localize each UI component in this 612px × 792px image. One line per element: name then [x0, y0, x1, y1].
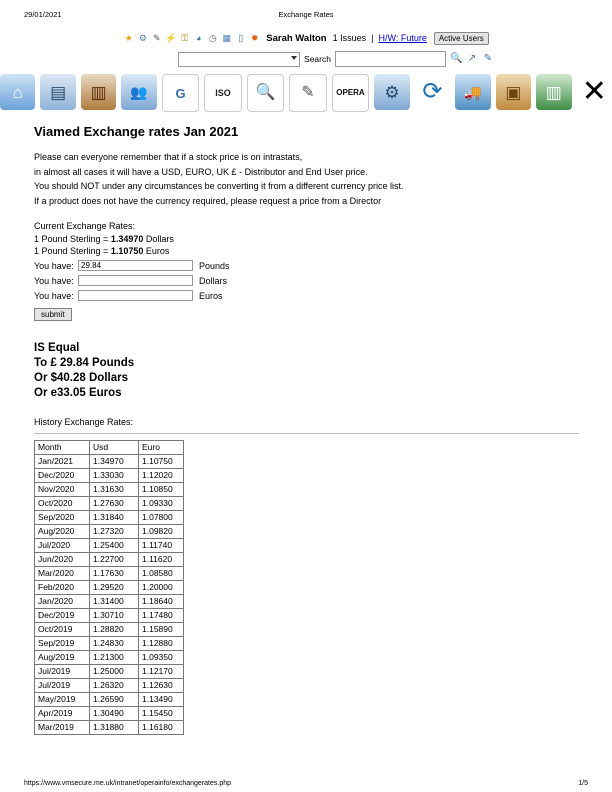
- cell-month: Dec/2020: [35, 468, 90, 482]
- cell-month: Mar/2019: [35, 720, 90, 734]
- cell-euro: 1.11740: [139, 538, 184, 552]
- separator: |: [371, 33, 374, 43]
- books-icon[interactable]: ▥: [536, 74, 571, 110]
- intro-line-2: in almost all cases it will have a USD, EURO, UK £ - Distributor and End User price.: [34, 166, 368, 177]
- cell-month: Sep/2019: [35, 636, 90, 650]
- search-label: Search: [304, 54, 331, 64]
- cell-euro: 1.09350: [139, 650, 184, 664]
- dollars-label: You have:: [34, 275, 74, 286]
- top-toolbar: [0, 30, 612, 46]
- home-icon[interactable]: ⌂: [0, 74, 35, 110]
- cell-usd: 1.25000: [90, 664, 139, 678]
- intro-line-4: If a product does not have the currency required, please request a price from a Director: [34, 195, 382, 206]
- cell-usd: 1.31630: [90, 482, 139, 496]
- icon-strip: [0, 74, 612, 114]
- table-row: [35, 566, 184, 580]
- table-row: [35, 482, 184, 496]
- cell-usd: 1.17630: [90, 566, 139, 580]
- cell-month: Jan/2020: [35, 594, 90, 608]
- cell-usd: 1.26320: [90, 678, 139, 692]
- category-select[interactable]: [178, 52, 300, 67]
- cell-euro: 1.20000: [139, 580, 184, 594]
- dollars-row: [34, 274, 578, 288]
- cell-usd: 1.27630: [90, 496, 139, 510]
- table-row: [35, 706, 184, 720]
- cell-euro: 1.18640: [139, 594, 184, 608]
- cell-usd: 1.33030: [90, 468, 139, 482]
- dollars-input[interactable]: [78, 275, 193, 286]
- refresh-icon[interactable]: ⟳: [415, 74, 450, 110]
- warehouse-icon[interactable]: ▥: [81, 74, 116, 110]
- eur-rate-prefix: 1 Pound Sterling =: [34, 246, 111, 256]
- iso-icon[interactable]: ISO: [204, 74, 241, 112]
- table-row: [35, 720, 184, 734]
- cell-euro: 1.07800: [139, 510, 184, 524]
- globe-icon[interactable]: ◕: [196, 32, 202, 43]
- notes-icon[interactable]: ✎: [289, 74, 326, 112]
- table-row: [35, 580, 184, 594]
- cell-month: Nov/2020: [35, 482, 90, 496]
- footer-url: https://www.vmsecure.me.uk/intranet/operainfo/exchangerates.php: [24, 780, 231, 787]
- result-dollars: Or $40.28 Dollars: [34, 371, 128, 384]
- page-title: Viamed Exchange rates Jan 2021: [34, 124, 239, 139]
- table-row: [35, 468, 184, 482]
- cell-month: Jul/2019: [35, 664, 90, 678]
- cell-euro: 1.17480: [139, 608, 184, 622]
- cell-euro: 1.11620: [139, 552, 184, 566]
- cell-euro: 1.12170: [139, 664, 184, 678]
- close-x-icon[interactable]: ✕: [581, 75, 607, 108]
- cell-month: Jul/2019: [35, 678, 90, 692]
- result-is-equal: IS Equal: [34, 341, 80, 354]
- sun-icon[interactable]: ✹: [250, 32, 259, 43]
- table-row: [35, 636, 184, 650]
- cell-euro: 1.09330: [139, 496, 184, 510]
- print-doc-title: Exchange Rates: [278, 10, 334, 19]
- cell-usd: 1.31880: [90, 720, 139, 734]
- cell-usd: 1.30490: [90, 706, 139, 720]
- cell-month: May/2019: [35, 692, 90, 706]
- table-row: [35, 524, 184, 538]
- cell-euro: 1.13490: [139, 692, 184, 706]
- print-date: 29/01/2021: [24, 10, 62, 19]
- table-row: [35, 594, 184, 608]
- cell-euro: 1.12880: [139, 636, 184, 650]
- cell-usd: 1.26590: [90, 692, 139, 706]
- cell-euro: 1.09820: [139, 524, 184, 538]
- history-table-body: [35, 454, 184, 734]
- cell-month: Dec/2019: [35, 608, 90, 622]
- clock-icon[interactable]: ◷: [208, 32, 217, 43]
- result-euros: Or e33.05 Euros: [34, 386, 122, 399]
- table-row: [35, 552, 184, 566]
- table-header-row: [35, 440, 184, 454]
- cell-euro: 1.12630: [139, 678, 184, 692]
- eur-rate-line: [34, 245, 578, 258]
- cell-usd: 1.25400: [90, 538, 139, 552]
- cell-month: Jun/2020: [35, 552, 90, 566]
- cell-month: Aug/2019: [35, 650, 90, 664]
- table-row: [35, 608, 184, 622]
- opera-data-icon[interactable]: OPERA: [332, 74, 369, 112]
- cell-month: Aug/2020: [35, 524, 90, 538]
- cell-usd: 1.30710: [90, 608, 139, 622]
- factory-icon[interactable]: ▤: [40, 74, 75, 110]
- cell-usd: 1.28820: [90, 622, 139, 636]
- table-row: [35, 664, 184, 678]
- submit-button[interactable]: submit: [34, 308, 72, 321]
- cell-month: Jul/2020: [35, 538, 90, 552]
- cell-usd: 1.22700: [90, 552, 139, 566]
- chevron-down-icon: [291, 56, 297, 60]
- cell-usd: 1.31840: [90, 510, 139, 524]
- calculator-icon[interactable]: ▦: [222, 32, 231, 43]
- eur-rate-value: 1.10750: [110, 246, 144, 256]
- usd-rate-line: [34, 233, 578, 246]
- truck-icon[interactable]: 🚚: [455, 74, 490, 110]
- eur-rate-suffix: Euros: [143, 246, 170, 256]
- intro-line-1: Please can everyone remember that if a stock price is on intrastats,: [34, 152, 303, 162]
- cell-month: Mar/2020: [35, 566, 90, 580]
- settings-gears-icon[interactable]: ⚙: [374, 74, 409, 110]
- search-toolbar: [0, 50, 612, 68]
- cell-euro: 1.12020: [139, 468, 184, 482]
- pounds-unit: Pounds: [199, 260, 230, 271]
- cell-month: Jan/2021: [35, 454, 90, 468]
- table-row: [35, 622, 184, 636]
- usd-rate-suffix: Dollars: [143, 233, 174, 244]
- magnifier-icon[interactable]: 🔍: [247, 74, 284, 112]
- euros-label: You have:: [34, 290, 74, 301]
- history-table: [34, 440, 184, 735]
- table-row: [35, 678, 184, 692]
- cell-euro: 1.10750: [139, 454, 184, 468]
- lightning-icon[interactable]: ⚡: [165, 32, 177, 43]
- cell-usd: 1.31400: [90, 594, 139, 608]
- footer-page-number: 1/5: [578, 780, 588, 787]
- pounds-input[interactable]: [78, 260, 193, 271]
- key-icon[interactable]: ⚿: [181, 32, 189, 43]
- euros-input[interactable]: [78, 290, 193, 301]
- cell-usd: 1.29520: [90, 580, 139, 594]
- header-month: Month: [35, 440, 90, 454]
- gear-icon[interactable]: ⚙: [138, 32, 147, 43]
- intro-line-3: You should NOT under any circumstances be converting it from a different currency price list.: [34, 181, 404, 191]
- cell-month: Sep/2020: [35, 510, 90, 524]
- euros-row: [34, 289, 578, 303]
- header-usd: Usd: [90, 440, 139, 454]
- pounds-label: You have:: [34, 260, 74, 271]
- search-input[interactable]: [335, 51, 446, 67]
- table-row: [35, 496, 184, 510]
- table-row: [35, 510, 184, 524]
- pounds-row: [34, 259, 578, 273]
- star-icon[interactable]: ★: [124, 32, 133, 43]
- cell-month: Oct/2020: [35, 496, 90, 510]
- table-row: [35, 454, 184, 468]
- conversion-results: [34, 341, 578, 401]
- tools-icon[interactable]: ✎: [483, 53, 493, 64]
- cell-usd: 1.27320: [90, 524, 139, 538]
- hw-future-link[interactable]: H/W: Future: [378, 33, 427, 43]
- cell-euro: 1.10850: [139, 482, 184, 496]
- usd-rate-prefix: 1 Pound Sterling =: [34, 233, 111, 244]
- print-header: [0, 10, 612, 22]
- cell-usd: 1.21300: [90, 650, 139, 664]
- history-divider: [34, 433, 579, 434]
- external-link-icon[interactable]: ↗: [467, 53, 477, 64]
- issues-count: 1 Issues: [332, 33, 367, 43]
- user-name: Sarah Walton: [266, 32, 327, 44]
- cell-euro: 1.08580: [139, 566, 184, 580]
- history-label: History Exchange Rates:: [34, 416, 134, 427]
- active-users-button[interactable]: Active Users: [434, 32, 489, 45]
- parcel-icon[interactable]: ▣: [496, 74, 531, 110]
- google-icon[interactable]: G: [162, 74, 199, 112]
- current-rates-heading: Current Exchange Rates:: [34, 221, 136, 231]
- table-row: [35, 692, 184, 706]
- dollars-unit: Dollars: [199, 275, 228, 286]
- header-euro: Euro: [139, 440, 184, 454]
- euros-unit: Euros: [199, 290, 223, 301]
- cell-euro: 1.16180: [139, 720, 184, 734]
- cell-month: Oct/2019: [35, 622, 90, 636]
- zoom-tool-icon[interactable]: 🔍: [449, 53, 463, 64]
- cell-usd: 1.24830: [90, 636, 139, 650]
- cell-euro: 1.15450: [139, 706, 184, 720]
- cell-month: Apr/2019: [35, 706, 90, 720]
- main-body: [0, 124, 612, 735]
- table-row: [35, 650, 184, 664]
- page-content: [0, 30, 612, 735]
- table-row: [35, 538, 184, 552]
- cell-euro: 1.15890: [139, 622, 184, 636]
- cell-month: Feb/2020: [35, 580, 90, 594]
- usd-rate-value: 1.34970: [110, 233, 144, 244]
- pencil-icon[interactable]: ✎: [152, 32, 161, 43]
- users-icon[interactable]: 👥: [121, 74, 156, 110]
- page-icon[interactable]: ▯: [238, 32, 244, 43]
- result-pounds: To £ 29.84 Pounds: [34, 356, 135, 369]
- cell-usd: 1.34970: [90, 454, 139, 468]
